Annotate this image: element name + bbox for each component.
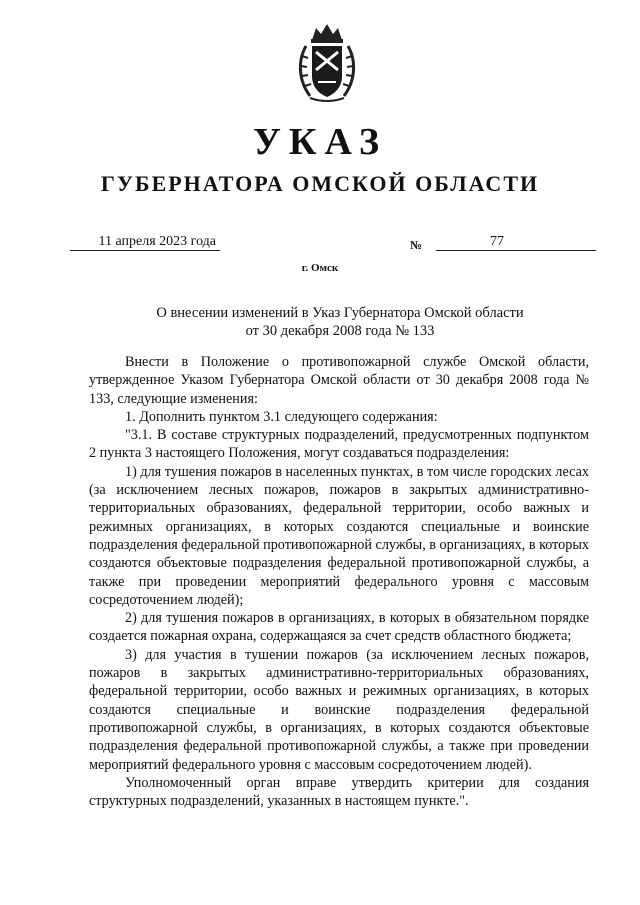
number-label: №	[410, 238, 423, 252]
document-body	[89, 353, 589, 810]
paragraph-subitem-3: 3) для участия в тушении пожаров (за исключением лесных пожаров, пожаров в закрытых административно-территориальных образованиях, федеральной территории, особо важных и режимных организациях, в которых создаются специальные и воинские подразделения федеральной противопожарной службы, в организациях, в которых создаются объектовые подразделения федеральной противопожарной службы, а также при проведении мероприятий федерального уровня с массовым сосредоточением людей).	[89, 646, 589, 773]
document-city: г. Омск	[301, 262, 339, 274]
paragraph-item-1: 1. Дополнить пунктом 3.1 следующего содержания:	[125, 408, 438, 425]
document-number: 77	[436, 234, 596, 251]
paragraph-subitem-1: 1) для тушения пожаров в населенных пунктах, в том числе городских лесах (за исключением лесных пожаров, пожаров в закрытых административно-территориальных образованиях, федеральной территории, особо важных и режимных организациях, в которых создаются специальные и воинские подразделения федеральной противопожарной службы, в организациях, в которых создаются объектовые подразделения федеральной противопожарной службы, а также при проведении мероприятий федерального уровня с массовым сосредоточением людей);	[89, 463, 589, 608]
paragraph-clause-3-1: "3.1. В составе структурных подразделений, предусмотренных подпунктом 2 пункта 3 настоящего Положения, могут создаваться подразделения:	[89, 427, 589, 462]
subject-line-2: от 30 декабря 2008 года № 133	[245, 323, 435, 339]
document-date: 11 апреля 2023 года	[70, 234, 220, 251]
paragraph-authority: Уполномоченный орган вправе утвердить критерии для создания структурных подразделений, указанных в настоящем пункте.".	[89, 774, 589, 810]
document-title: УКАЗ	[253, 121, 387, 163]
subject-line-1: О внесении изменений в Указ Губернатора Омской области	[156, 305, 524, 321]
paragraph-subitem-2: 2) для тушения пожаров в организациях, в которых в обязательном порядке создается пожарная охрана, содержащаяся за счет средств областного бюджета;	[89, 610, 589, 645]
document-subject	[0, 304, 640, 340]
paragraph-intro: Внести в Положение о противопожарной службе Омской области, утвержденное Указом Губернатора Омской области от 30 декабря 2008 года № 133, следующие изменения:	[89, 354, 589, 407]
document-issuer: ГУБЕРНАТОРА ОМСКОЙ ОБЛАСТИ	[100, 171, 540, 196]
omsk-coat-of-arms-icon	[296, 22, 358, 104]
